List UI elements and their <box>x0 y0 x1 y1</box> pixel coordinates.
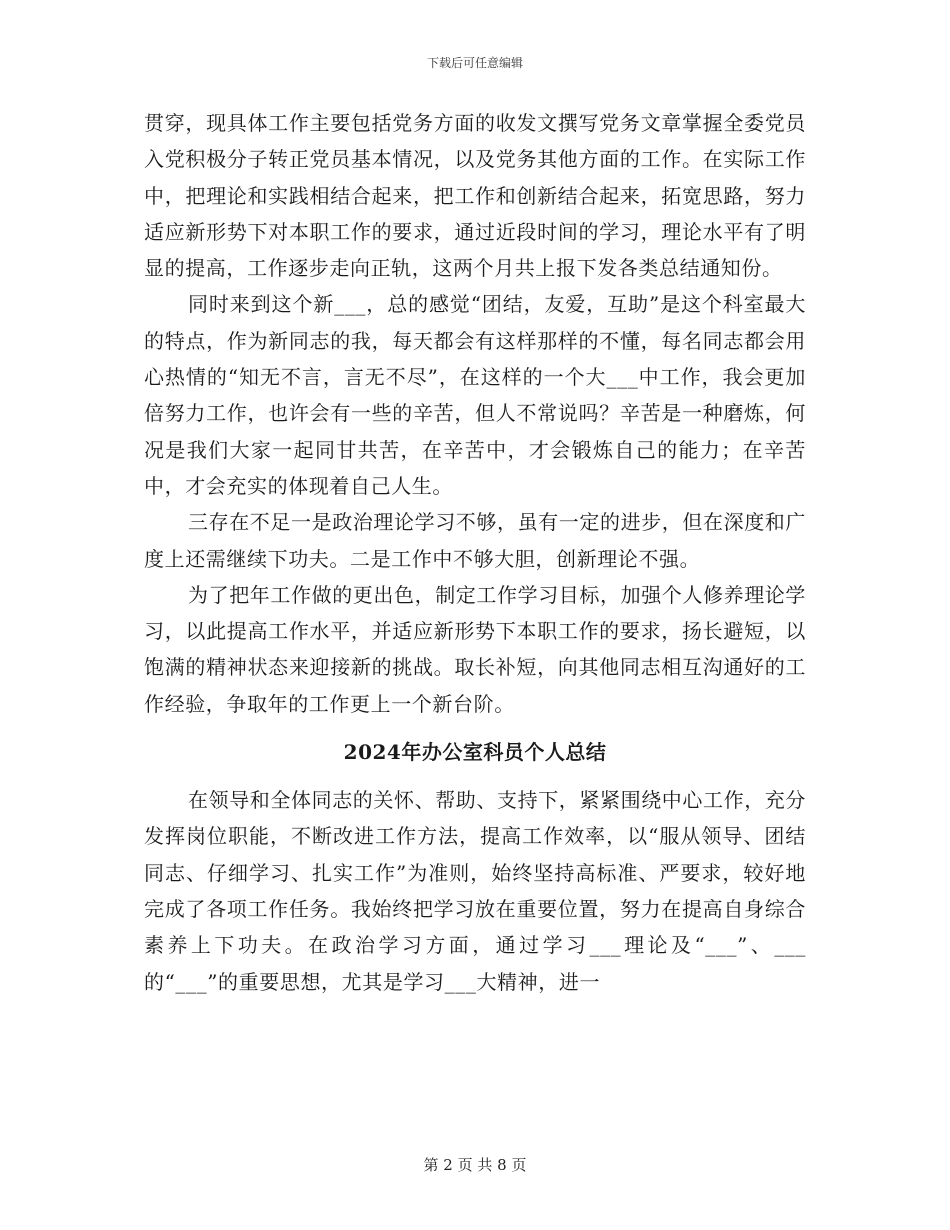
paragraph: 为了把年工作做的更出色，制定工作学习目标，加强个人修养理论学习，以此提高工作水平，并适应新形势下本职工作的要求，扬长避短，以饱满的精神状态来迎接新的挑战。取长补短，向其他同志相互沟通好的工作经验，争取年的工作更上一个新台阶。 <box>144 582 806 716</box>
paragraph: 贯穿，现具体工作主要包括党务方面的收发文撰写党务文章掌握全委党员入党积极分子转正党员基本情况，以及党务其他方面的工作。在实际工作中，把理论和实践相结合起来，把工作和创新结合起来，拓宽思路，努力适应新形势下对本职工作的要求，通过近段时间的学习，理论水平有了明显的提高，工作逐步走向正轨，这两个月共上报下发各类总结通知份。 <box>144 111 806 281</box>
page-header: 下载后可任意编辑 <box>426 56 523 70</box>
paragraph: 三存在不足一是政治理论学习不够，虽有一定的进步，但在深度和广度上还需继续下功夫。二是工作中不够大胆，创新理论不强。 <box>144 510 806 571</box>
page-footer: 第 2 页 共 8 页 <box>423 1156 527 1174</box>
paragraph: 在领导和全体同志的关怀、帮助、支持下，紧紧围绕中心工作，充分发挥岗位职能，不断改进工作方法，提高工作效率，以“服从领导、团结同志、仔细学习、扎实工作”为准则，始终坚持高标准、严要求，较好地完成了各项工作任务。我始终把学习放在重要位置，努力在提高自身综合素养上下功夫。在政治学习方面，通过学习___理论及“___”、___的“___”的重要思想，尤其是学习___大精神，进一 <box>144 788 806 994</box>
section-title: 2024年办公室科员个人总结 <box>343 740 607 765</box>
document-body <box>144 105 806 1000</box>
paragraph: 同时来到这个新___，总的感觉“团结，友爱，互助”是这个科室最大的特点，作为新同志的我，每天都会有这样那样的不懂，每名同志都会用心热情的“知无不言，言无不尽”，在这样的一个大___中工作，我会更加倍努力工作，也许会有一些的辛苦，但人不常说吗？辛苦是一种磨炼，何况是我们大家一起同甘共苦，在辛苦中，才会锻炼自己的能力；在辛苦中，才会充实的体现着自己人生。 <box>144 292 806 498</box>
